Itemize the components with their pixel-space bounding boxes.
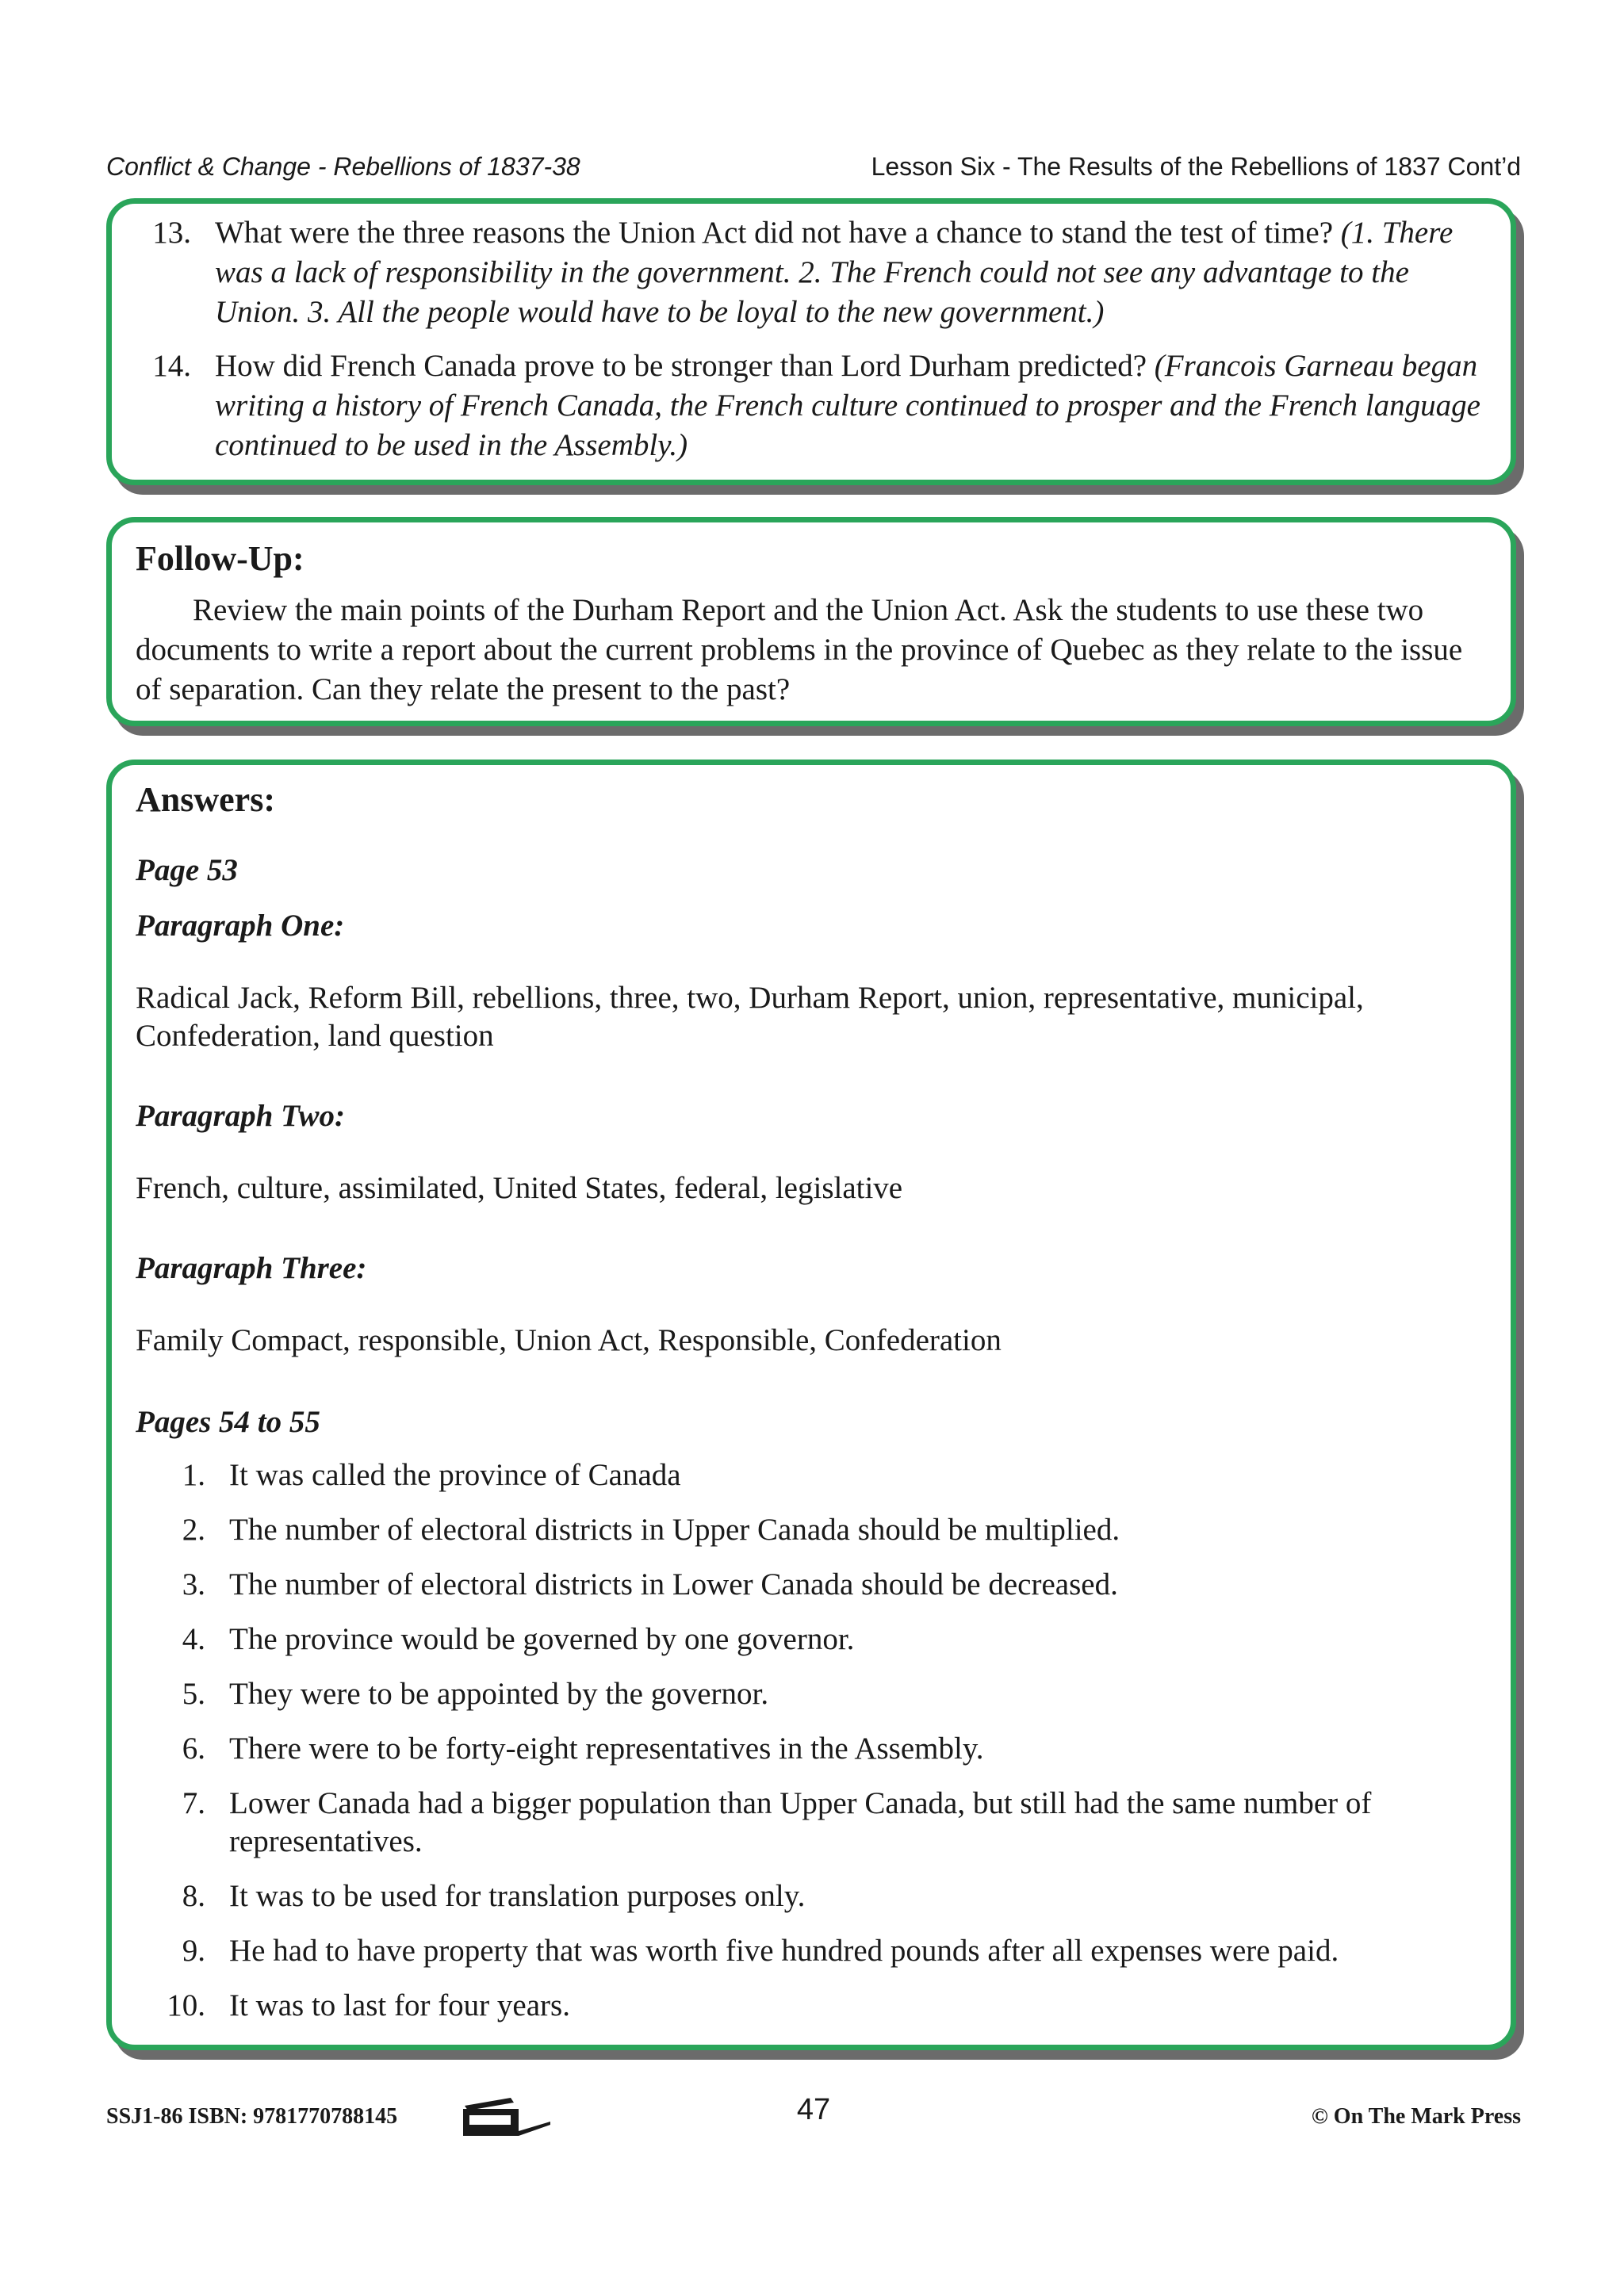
question-text: How did French Canada prove to be stronger than Lord Durham predicted? — [215, 349, 1147, 383]
list-item: 1. It was called the province of Canada — [182, 1458, 681, 1492]
questions-box — [106, 198, 1516, 485]
answers-heading: Answers: — [136, 780, 275, 819]
paragraph-one-label: Paragraph One: — [136, 909, 345, 943]
follow-up-text: Review the main points of the Durham Report and the Union Act. Ask the students to use these two documents to write a report about the current problems in the province of Quebec as they relate to the issue of separation. Can they relate the present to the past? — [136, 593, 1463, 706]
pages-label: Pages 54 to 55 — [136, 1405, 320, 1439]
list-item: 7. Lower Canada had a bigger population than Upper Canada, but still had the same number of representatives. — [182, 1786, 1372, 1858]
question-14 — [136, 346, 1487, 465]
list-item: 8. It was to be used for translation purposes only. — [182, 1879, 806, 1913]
question-text: What were the three reasons the Union Act did not have a chance to stand the test of time? — [215, 216, 1333, 250]
page-number: 47 — [796, 2093, 831, 2126]
paragraph-three-answers: Family Compact, responsible, Union Act, Responsible, Confederation — [136, 1323, 1002, 1357]
list-item: 4. The province would be governed by one governor. — [182, 1622, 855, 1656]
paragraph-two-label: Paragraph Two: — [136, 1099, 345, 1133]
question-answer: (1. There was a lack of responsibility in the government. 2. The French could not see any advantage to the Union. 3. All the people would have to be loyal to the new government.) — [215, 216, 1454, 329]
header-title-right: Lesson Six - The Results of the Rebellions of 1837 Cont’d — [871, 152, 1521, 181]
isbn-code: SSJ1-86 ISBN: 9781770788145 — [106, 2104, 398, 2129]
follow-up-heading: Follow-Up: — [136, 539, 304, 578]
question-13 — [136, 213, 1487, 332]
paragraph-one-answers: Radical Jack, Reform Bill, rebellions, three, two, Durham Report, union, representative, municipal, Confederation, land question — [136, 981, 1364, 1053]
paragraph-three-label: Paragraph Three: — [136, 1251, 367, 1285]
header-title-left: Conflict & Change - Rebellions of 1837-38 — [106, 152, 580, 181]
question-number: 13. — [152, 216, 191, 250]
list-item: 2. The number of electoral districts in Upper Canada should be multiplied. — [182, 1513, 1120, 1547]
answers-box — [106, 760, 1516, 2050]
list-item: 6. There were to be forty-eight representatives in the Assembly. — [182, 1732, 984, 1766]
page-label: Page 53 — [136, 853, 238, 887]
question-answer: (Francois Garneau began writing a history of French Canada, the French culture continued to prosper and the French language continued to be used in the Assembly.) — [215, 349, 1480, 462]
paragraph-two-answers: French, culture, assimilated, United States, federal, legislative — [136, 1171, 903, 1205]
page-header — [106, 152, 1521, 190]
follow-up-box — [106, 517, 1516, 726]
question-number: 14. — [152, 349, 191, 383]
list-item: 3. The number of electoral districts in Lower Canada should be decreased. — [182, 1567, 1118, 1601]
page-footer — [106, 2093, 1521, 2141]
list-item: 5. They were to be appointed by the governor. — [182, 1677, 769, 1711]
copyright: © On The Mark Press — [1311, 2104, 1521, 2129]
list-item: 9. He had to have property that was worth five hundred pounds after all expenses were paid. — [182, 1934, 1339, 1968]
list-item: 10. It was to last for four years. — [167, 1988, 570, 2022]
